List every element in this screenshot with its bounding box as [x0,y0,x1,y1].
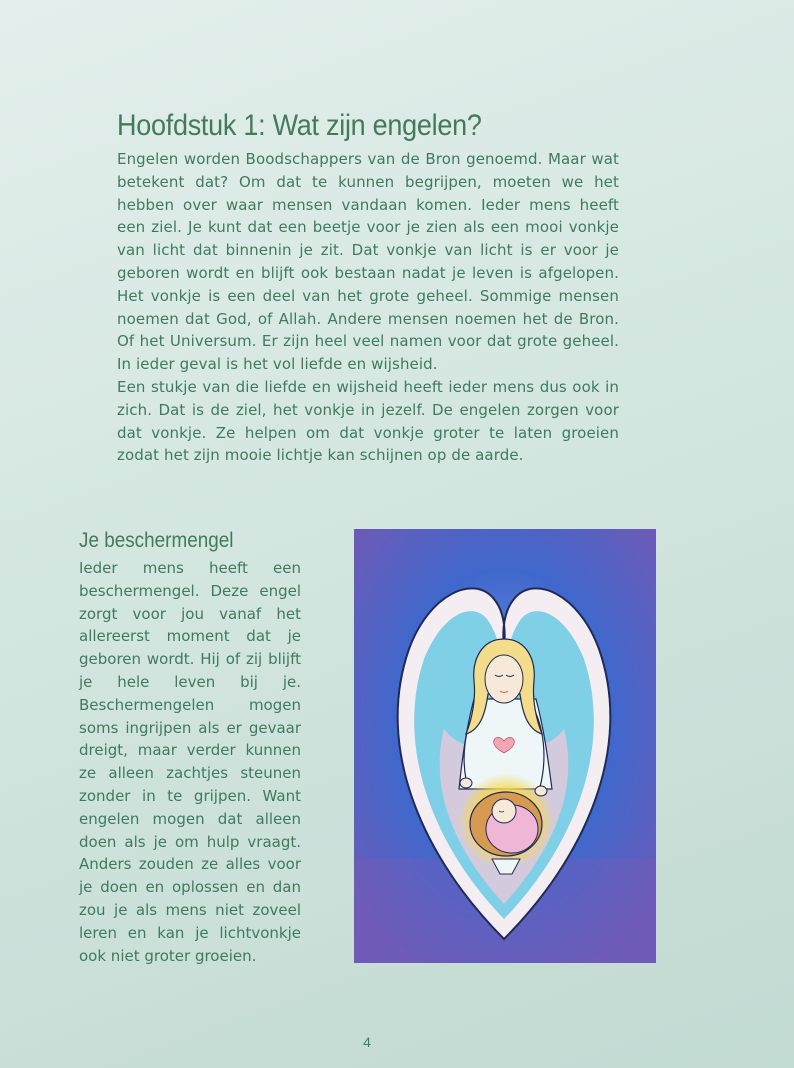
section-body: Ieder mens heeft een beschermengel. Deze engel zorgt voor jou vanaf het allereerst moment dat je geboren wordt. Hij of zij blijft je hele leven bij je. Beschermengelen mogen soms ingrijpen als er gevaar dreigt, maar verder kunnen ze alleen zachtjes steunen zonder in te grijpen. Want engelen mogen dat alleen doen als je om hulp vraagt. Anders zouden ze alles voor je doen en oplossen en dan zou je als mens niet zoveel leren en kan je lichtvonkje ook niet groter groeien. [79,559,301,965]
chapter-paragraph: Engelen worden Boodschappers van de Bron genoemd. Maar wat betekent dat? Om dat te kunnen begrijpen, moeten we het hebben over waar mensen vandaan komen. Ieder mens heeft een ziel. Je kunt dat een beetje voor je zien als een mooi vonkje van licht dat binnenin je zit. Dat vonkje van licht is er voor je geboren wordt en blijft ook bestaan nadat je leven is afgelopen. Het vonkje is een deel van het grote geheel. Sommige mensen noemen dat God, of Allah. Andere mensen noemen het de Bron. Of het Universum. Er zijn heel veel namen voor dat grote geheel. In ieder geval is het vol liefde en wijsheid. [117,150,619,374]
chapter-title: Hoofdstuk 1: Wat zijn engelen? [117,109,482,142]
angel-illustration [354,529,656,963]
guardian-angel-section [79,527,301,967]
chapter-section [117,108,619,467]
chapter-paragraph: Een stukje van die liefde en wijsheid heeft ieder mens dus ook in zich. Dat is de ziel, het vonkje in jezelf. De engelen zorgen voor dat vonkje. Ze helpen om dat vonkje groter te laten groeien zodat het zijn mooie lichtje kan schijnen op de aarde. [117,377,619,465]
section-heading: Je beschermengel [79,529,234,552]
page-number: 4 [363,1034,371,1050]
